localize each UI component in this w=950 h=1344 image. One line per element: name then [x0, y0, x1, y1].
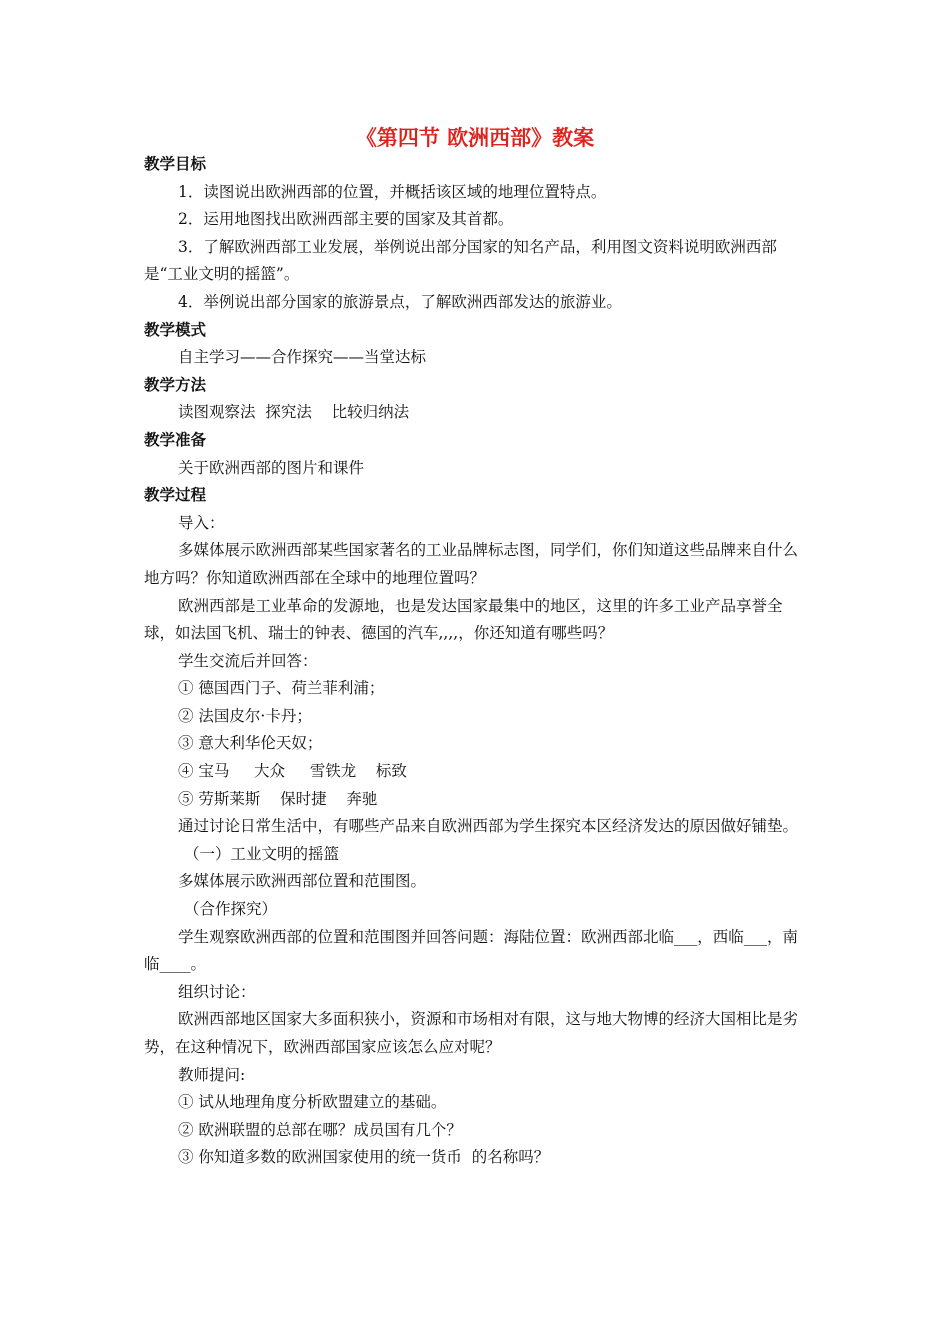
process-paragraph: 多媒体展示欧洲西部位置和范围图。 [178, 872, 427, 891]
document-body [144, 151, 804, 1172]
process-paragraph: 教师提问: [178, 1065, 246, 1084]
goal-item: 2．运用地图找出欧洲西部主要的国家及其首都。 [178, 210, 514, 229]
process-intro: 导入： [178, 513, 225, 532]
goal-item: 3．了解欧洲西部工业发展，举例说出部分国家的知名产品，利用图文资料说明欧洲西部是“工业文明的摇篮”。 [144, 237, 777, 284]
answer-item: ③ 意大利华伦天奴； [178, 734, 323, 753]
heading-goals: 教学目标 [144, 155, 207, 173]
question-item: ② 欧洲联盟的总部在哪？成员国有几个？ [178, 1120, 462, 1139]
process-paragraph: （合作探究） [184, 900, 278, 919]
process-paragraph: 欧洲西部地区国家大多面积狭小，资源和市场相对有限，这与地大物博的经济大国相比是劣势，在这种情况下，欧洲西部国家应该怎么应对呢？ [144, 1010, 799, 1056]
page-title: 《第四节 欧洲西部》教案 [355, 125, 595, 150]
process-paragraph: 组织讨论： [178, 982, 256, 1001]
prep-text: 关于欧洲西部的图片和课件 [178, 458, 365, 477]
question-item: ③ 你知道多数的欧洲国家使用的统一货币 的名称吗？ [178, 1148, 550, 1167]
heading-method: 教学方法 [144, 375, 207, 394]
answer-item: ② 法国皮尔·卡丹； [178, 706, 312, 725]
answer-item: ① 德国西门子、荷兰菲利浦； [178, 679, 385, 698]
goal-item: 4．举例说出部分国家的旅游景点，了解欧洲西部发达的旅游业。 [178, 292, 622, 311]
question-item: ① 试从地理角度分析欧盟建立的基础。 [178, 1093, 447, 1112]
answer-item: ④ 宝马 大众 雪铁龙 标致 [178, 762, 407, 781]
answer-item: ⑤ 劳斯莱斯 保时捷 奔驰 [178, 789, 378, 808]
process-paragraph: 欧洲西部是工业革命的发源地，也是发达国家最集中的地区，这里的许多工业产品享誉全球，如法国飞机、瑞士的钟表、德国的汽车,,,,，你还知道有哪些吗？ [144, 596, 783, 643]
process-paragraph: 学生交流后并回答： [178, 651, 318, 670]
heading-mode: 教学模式 [144, 320, 207, 339]
process-paragraph: 通过讨论日常生活中，有哪些产品来自欧洲西部为学生探究本区经济发达的原因做好铺垫。 [178, 817, 799, 836]
process-paragraph: 多媒体展示欧洲西部某些国家著名的工业品牌标志图，同学们，你们知道这些品牌来自什么地方吗？你知道欧洲西部在全球中的地理位置吗？ [144, 541, 799, 587]
goal-item: 1．读图说出欧洲西部的位置，并概括该区域的地理位置特点。 [178, 182, 607, 201]
subsection-heading: （一）工业文明的摇篮 [184, 844, 340, 863]
method-text: 读图观察法 探究法 比较归纳法 [178, 403, 410, 422]
heading-prep: 教学准备 [144, 430, 207, 449]
heading-process: 教学过程 [144, 486, 207, 505]
mode-text: 自主学习——合作探究——当堂达标 [178, 348, 427, 367]
process-paragraph: 学生观察欧洲西部的位置和范围图并回答问题：海陆位置：欧洲西部北临___，西临___，南临____。 [144, 927, 799, 974]
